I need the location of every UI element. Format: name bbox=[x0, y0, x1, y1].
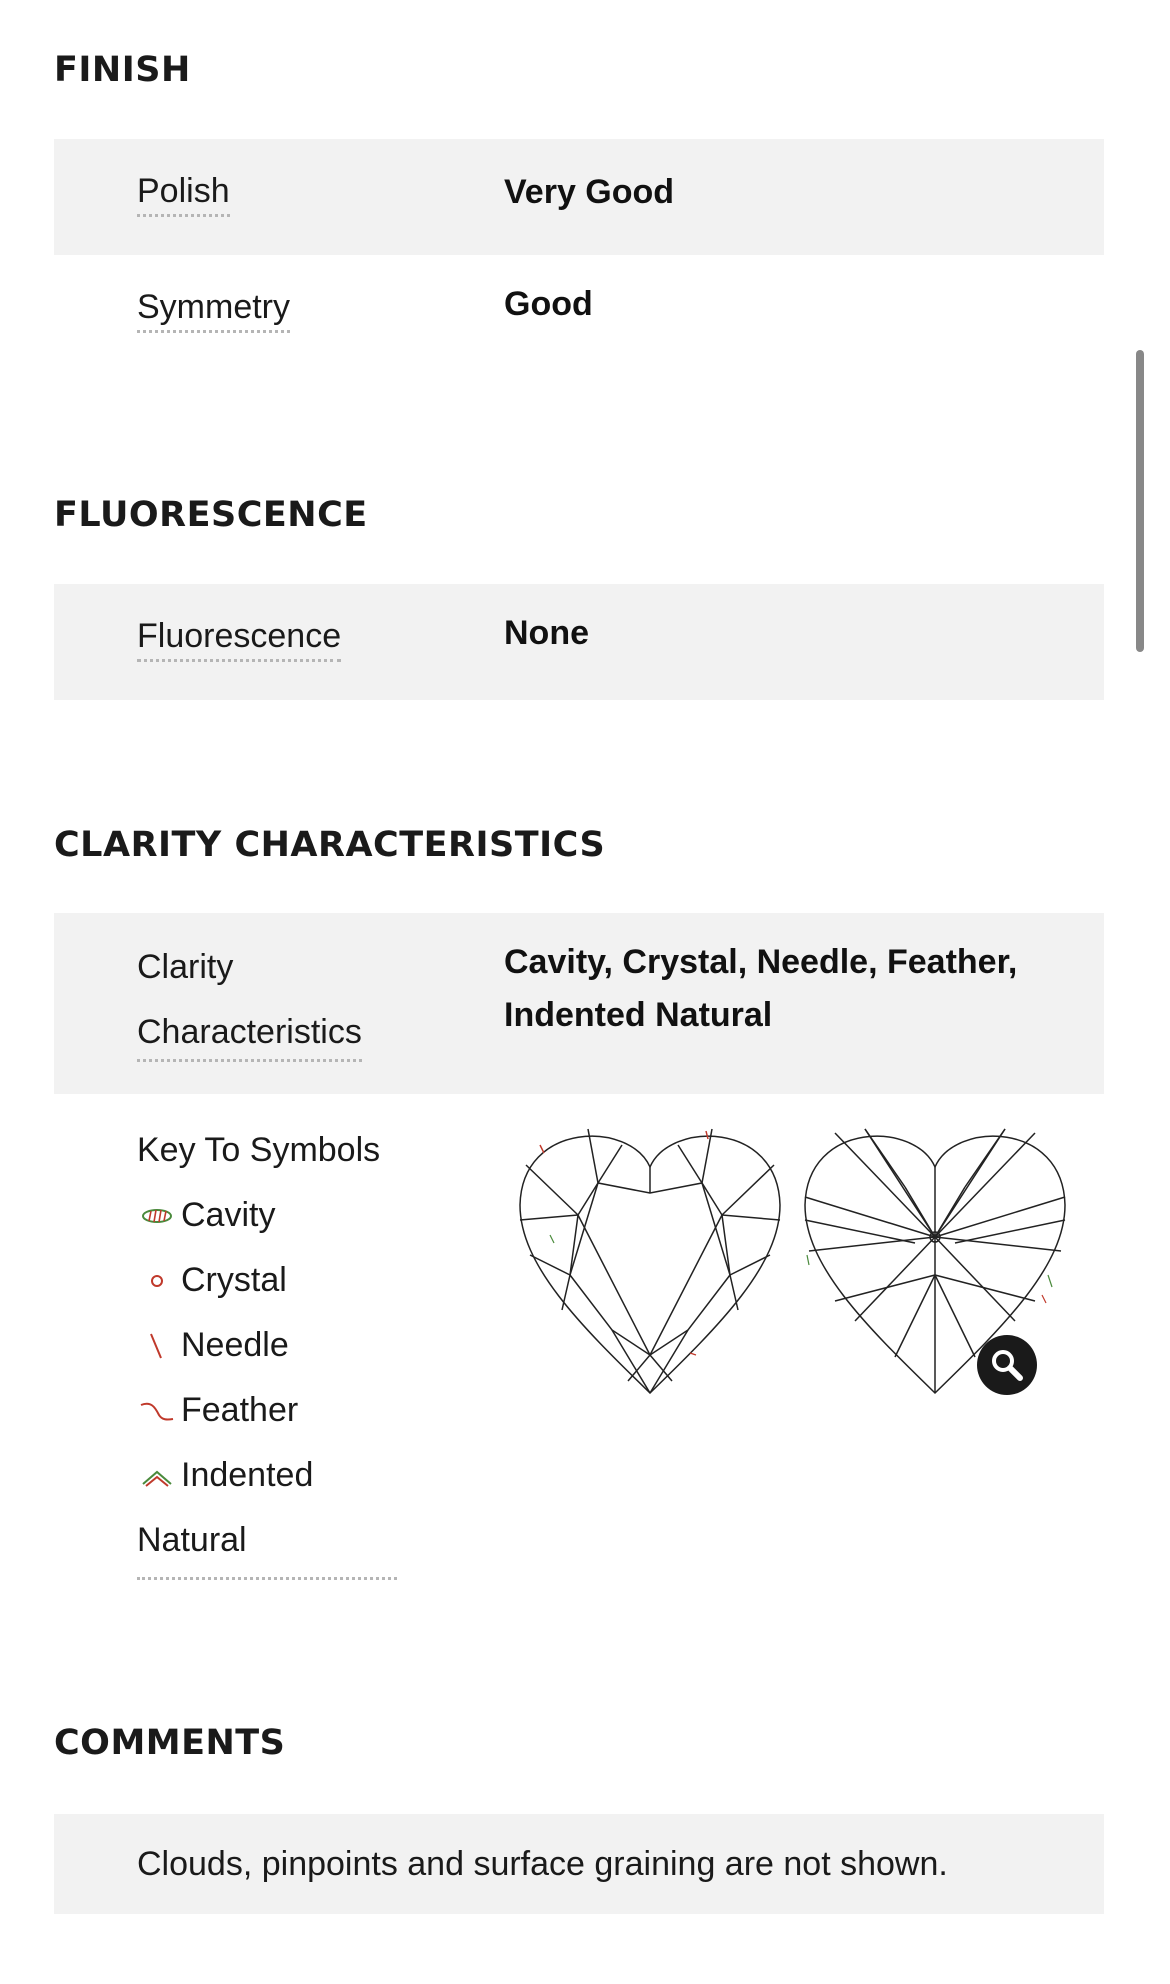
clarity-characteristics-value: Cavity, Crystal, Needle, Feather, Indented Natural bbox=[504, 943, 1018, 1034]
page-scrollbar[interactable] bbox=[1136, 350, 1144, 652]
clarity-section-title: CLARITY CHARACTERISTICS bbox=[54, 825, 606, 865]
heart-crown-plot-icon bbox=[520, 1129, 780, 1393]
fluorescence-row bbox=[54, 584, 1104, 700]
feather-symbol-icon bbox=[137, 1387, 181, 1427]
key-item-cavity: Cavity bbox=[137, 1183, 397, 1248]
fluorescence-value: None bbox=[504, 614, 589, 652]
key-item-indented-natural-continuation: Natural bbox=[137, 1521, 247, 1559]
finish-section-title: FINISH bbox=[54, 50, 191, 90]
symmetry-label[interactable]: Symmetry bbox=[137, 275, 290, 340]
fluorescence-label[interactable]: Fluorescence bbox=[137, 604, 341, 669]
cavity-symbol-icon bbox=[137, 1192, 181, 1232]
indented-natural-symbol-icon bbox=[137, 1452, 181, 1492]
key-item-crystal: Crystal bbox=[137, 1248, 397, 1313]
key-to-symbols-heading: Key To Symbols bbox=[137, 1131, 381, 1169]
crystal-symbol-icon bbox=[137, 1257, 181, 1297]
polish-label[interactable]: Polish bbox=[137, 159, 230, 224]
clarity-characteristics-label[interactable]: Clarity Characteristics bbox=[137, 935, 362, 1065]
polish-row bbox=[54, 139, 1104, 255]
key-item-needle: Needle bbox=[137, 1313, 397, 1378]
key-to-symbols[interactable] bbox=[137, 1118, 397, 1580]
comments-text: Clouds, pinpoints and surface graining are not shown. bbox=[137, 1845, 948, 1883]
fluorescence-section-title: FLUORESCENCE bbox=[54, 495, 368, 535]
comments-row bbox=[54, 1814, 1104, 1914]
polish-value: Very Good bbox=[504, 173, 675, 211]
needle-symbol-icon bbox=[137, 1322, 181, 1362]
zoom-plot-button[interactable] bbox=[977, 1335, 1037, 1395]
symmetry-value: Good bbox=[504, 285, 593, 323]
key-item-feather: Feather bbox=[137, 1378, 397, 1443]
clarity-characteristics-row bbox=[54, 913, 1104, 1094]
key-item-indented-natural: Indented bbox=[137, 1443, 397, 1508]
symmetry-row bbox=[54, 255, 1104, 371]
zoom-magnifier-icon bbox=[977, 1335, 1037, 1395]
comments-section-title: COMMENTS bbox=[54, 1723, 286, 1763]
